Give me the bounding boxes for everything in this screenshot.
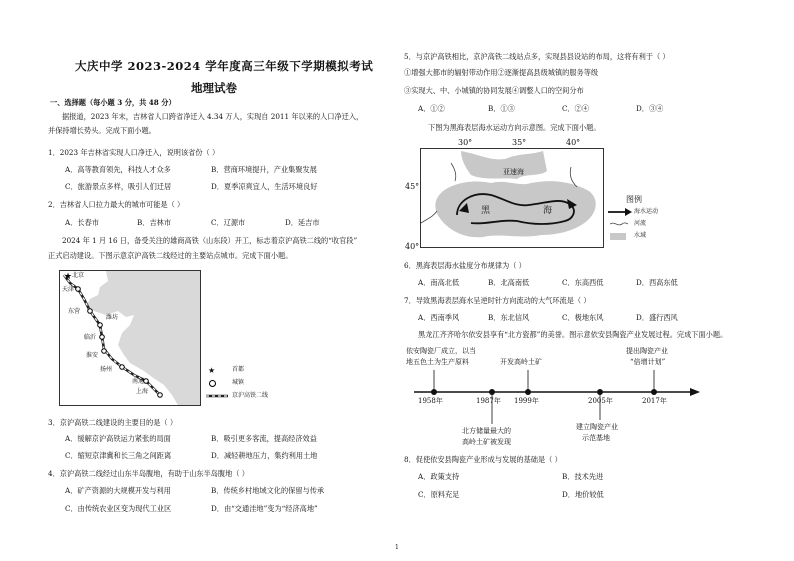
q1-option-c: C．旅游景点多样，吸引人们迁居 xyxy=(65,182,172,191)
city-dot xyxy=(158,393,163,398)
water-legend-icon xyxy=(610,233,626,240)
lon-35: 35° xyxy=(512,138,527,147)
q6-option-d: D．西高东低 xyxy=(636,278,678,287)
sea-label-azov: 亚速海 xyxy=(503,168,524,176)
legend-flow: 海水运动 xyxy=(634,208,659,215)
year-2017: 2017年 xyxy=(642,397,667,405)
q8-option-d: D．地价较低 xyxy=(562,490,604,499)
city-dot xyxy=(98,323,103,328)
q5-option-d: D．③④ xyxy=(636,104,664,113)
q3-option-d: D．减轻耕地压力，集约利用土地 xyxy=(211,451,318,460)
river-legend-icon xyxy=(610,221,628,227)
lat-40: 40° xyxy=(405,242,420,251)
black-sea-drawing xyxy=(421,149,603,247)
city-legend-icon xyxy=(209,380,216,387)
sea-map-legend xyxy=(608,196,668,248)
q3-option-b: B．吸引更多客流，提高经济效益 xyxy=(211,434,317,443)
city-dot xyxy=(102,349,107,354)
question-1: 1．2023 年吉林省实现人口净迁入，说明该省份（ ） xyxy=(48,148,220,157)
timeline-event-1987-l1: 北方储量最大的 xyxy=(462,427,511,435)
intro2-line1: 2024 年 1 月 16 日，备受关注的雄商高铁（山东段）开工，标志着京沪高铁二线的“收官段” xyxy=(62,236,358,245)
year-2005: 2005年 xyxy=(588,397,613,405)
timeline-event-1999: 开发高岭土矿 xyxy=(500,358,542,366)
intro1-line1: 据报道，2023 年末，吉林省人口跨省净迁入 4.34 万人，实现自 2011 年以来的人口净迁入， xyxy=(62,112,364,121)
page-number: 1 xyxy=(395,544,399,551)
question-4: 4．京沪高铁二线经过山东半岛腹地，有助于山东半岛腹地（ ） xyxy=(48,469,249,478)
q5-option-b: B．①③ xyxy=(488,104,515,113)
black-sea-shape xyxy=(435,181,595,237)
timeline-event-2017-l2: “倍增计划” xyxy=(630,358,666,366)
railway-map-legend xyxy=(206,366,276,406)
q2-option-a: A．长春市 xyxy=(65,218,99,227)
city-label-tianjin: 天津 xyxy=(62,286,75,293)
city-dot xyxy=(88,309,93,314)
lon-30: 30° xyxy=(458,138,473,147)
question-2: 2．吉林省人口拉力最大的城市可能是（ ） xyxy=(48,200,185,209)
q1-option-d: D．夏季凉爽宜人，生活环境良好 xyxy=(211,182,318,191)
lat-45: 45° xyxy=(405,182,420,191)
q6-option-c: C．东高西低 xyxy=(562,278,604,287)
lon-40: 40° xyxy=(566,138,581,147)
timeline-event-1958-l1: 依安陶瓷厂成立，以当 xyxy=(406,347,476,355)
timeline-event-2005-l2: 示范基地 xyxy=(582,434,610,442)
q4-option-d: D．由“交通洼地”变为“经济高地” xyxy=(211,504,318,513)
timeline-event-1958-l2: 地五色土为生产原料 xyxy=(406,358,469,366)
q2-option-d: D．延吉市 xyxy=(285,218,320,227)
q6-option-a: A．南高北低 xyxy=(418,278,460,287)
river xyxy=(421,211,437,223)
city-label-yangzhou: 扬州 xyxy=(100,366,113,373)
city-dot xyxy=(144,379,149,384)
question-5: 5．与京沪高铁相比，京沪高铁二线站点多，实现县县设站的布局，这将有利于（ ） xyxy=(404,52,670,61)
q8-option-c: C．原料充足 xyxy=(418,490,460,499)
question-3: 3．京沪高铁二线建设的主要目的是（ ） xyxy=(48,418,178,427)
q7-option-a: A．西南季风 xyxy=(418,313,460,322)
section-heading: 一、选择题（每小题 3 分，共 48 分） xyxy=(50,98,176,107)
sea-label-hei: 黑 xyxy=(481,206,491,216)
city-label-huaian: 淮安 xyxy=(86,352,99,359)
q2-option-b: B．吉林市 xyxy=(137,218,172,227)
q6-option-b: B．北高南低 xyxy=(488,278,530,287)
question-8: 8．促使依安县陶瓷产业形成与发展的基础是（ ） xyxy=(404,455,562,464)
capital-legend-icon: ★ xyxy=(208,366,216,375)
year-1987: 1987年 xyxy=(476,397,501,405)
city-dot xyxy=(120,365,125,370)
intro4: 黑龙江齐齐哈尔依安县享有“北方瓷都”的美誉。图示意依安县陶瓷产业发展过程。完成下面小题。 xyxy=(418,330,728,339)
river xyxy=(451,163,456,181)
q4-option-c: C．由传统农业区变为现代工业区 xyxy=(65,504,172,513)
city-dot xyxy=(76,287,81,292)
q3-option-a: A．缓解京沪高铁运力紧张的局面 xyxy=(65,434,171,443)
black-sea-map xyxy=(420,148,604,248)
q4-option-a: A．矿产资源的大规模开发与利用 xyxy=(65,486,171,495)
ceramics-timeline xyxy=(404,346,704,448)
legend-river: 河流 xyxy=(634,220,647,227)
city-label-shanghai: 上海 xyxy=(136,388,149,395)
city-label-beijing: 北京 xyxy=(72,272,85,279)
q5-option-a: A．①② xyxy=(418,104,445,113)
intro3: 下图为黑海表层海水运动方向示意图。完成下面小题。 xyxy=(428,123,601,132)
timeline-event-1987-l2: 高岭土矿被发现 xyxy=(462,438,511,446)
legend-water: 水域 xyxy=(634,232,647,239)
legend-city: 城镇 xyxy=(232,379,245,386)
year-1999: 1999年 xyxy=(514,397,539,405)
railway-map xyxy=(59,270,201,406)
exam-subtitle: 地理试卷 xyxy=(191,81,237,95)
city-label-nantong: 南通 xyxy=(132,378,145,385)
legend-title: 图例 xyxy=(626,195,642,204)
intro2-line2: 正式启动建设。下图示意京沪高铁二线经过的主要站点城市。完成下面小题。 xyxy=(48,251,293,260)
rail-legend-icon xyxy=(206,393,228,399)
legend-rail: 京沪高铁二线 xyxy=(232,392,269,399)
q5-option-c: C．②④ xyxy=(562,104,590,113)
capital-star: ★ xyxy=(64,272,73,282)
intro1-line2: 并保持增长势头。完成下面小题。 xyxy=(48,126,156,135)
sea-label-hai: 海 xyxy=(543,206,553,216)
timeline-event-2005-l1: 建立陶瓷产业 xyxy=(576,423,618,431)
q7-option-c: C．极地东风 xyxy=(562,313,604,322)
city-label-weifang: 潍坊 xyxy=(106,314,119,321)
q1-option-b: B．营商环境提升，产业集聚发展 xyxy=(211,165,317,174)
city-dot xyxy=(100,335,105,340)
q4-option-b: B．传统乡村地域文化的保留与传承 xyxy=(211,486,325,495)
city-label-linyi: 临沂 xyxy=(84,334,97,341)
timeline-event-2017-l1: 提出陶瓷产业 xyxy=(626,347,668,355)
q2-option-c: C．辽源市 xyxy=(211,218,246,227)
year-1958: 1958年 xyxy=(418,397,443,405)
flow-legend-icon xyxy=(608,208,632,216)
q7-option-b: B．东北信风 xyxy=(488,313,530,322)
q3-option-c: C．缩短京津冀和长三角之间距离 xyxy=(65,451,172,460)
exam-title: 大庆中学 2023-2024 学年度高三年级下学期模拟考试 xyxy=(75,59,374,73)
q5-items-2: ③实现大、中、小城镇的协同发展④调整人口的空间分布 xyxy=(404,86,584,95)
sea-area xyxy=(60,271,200,405)
question-7: 7．导致黑海表层海水呈逆时针方向流动的大气环流是（ ） xyxy=(404,296,591,305)
q5-items-1: ①增强大都市的辐射带动作用②逐渐提高县级城镇的服务等级 xyxy=(404,68,599,77)
q8-option-b: B．技术先进 xyxy=(562,472,604,481)
question-6: 6．黑海表层海水盐度分布规律为（ ） xyxy=(404,261,526,270)
q8-option-a: A．政策支持 xyxy=(418,472,460,481)
railway-map-drawing xyxy=(60,271,200,405)
legend-capital: 首都 xyxy=(232,366,245,373)
city-label-dongying: 东营 xyxy=(68,308,81,315)
q1-option-a: A．高等教育领先，科技人才众多 xyxy=(65,165,171,174)
q7-option-d: D．盛行西风 xyxy=(636,313,678,322)
